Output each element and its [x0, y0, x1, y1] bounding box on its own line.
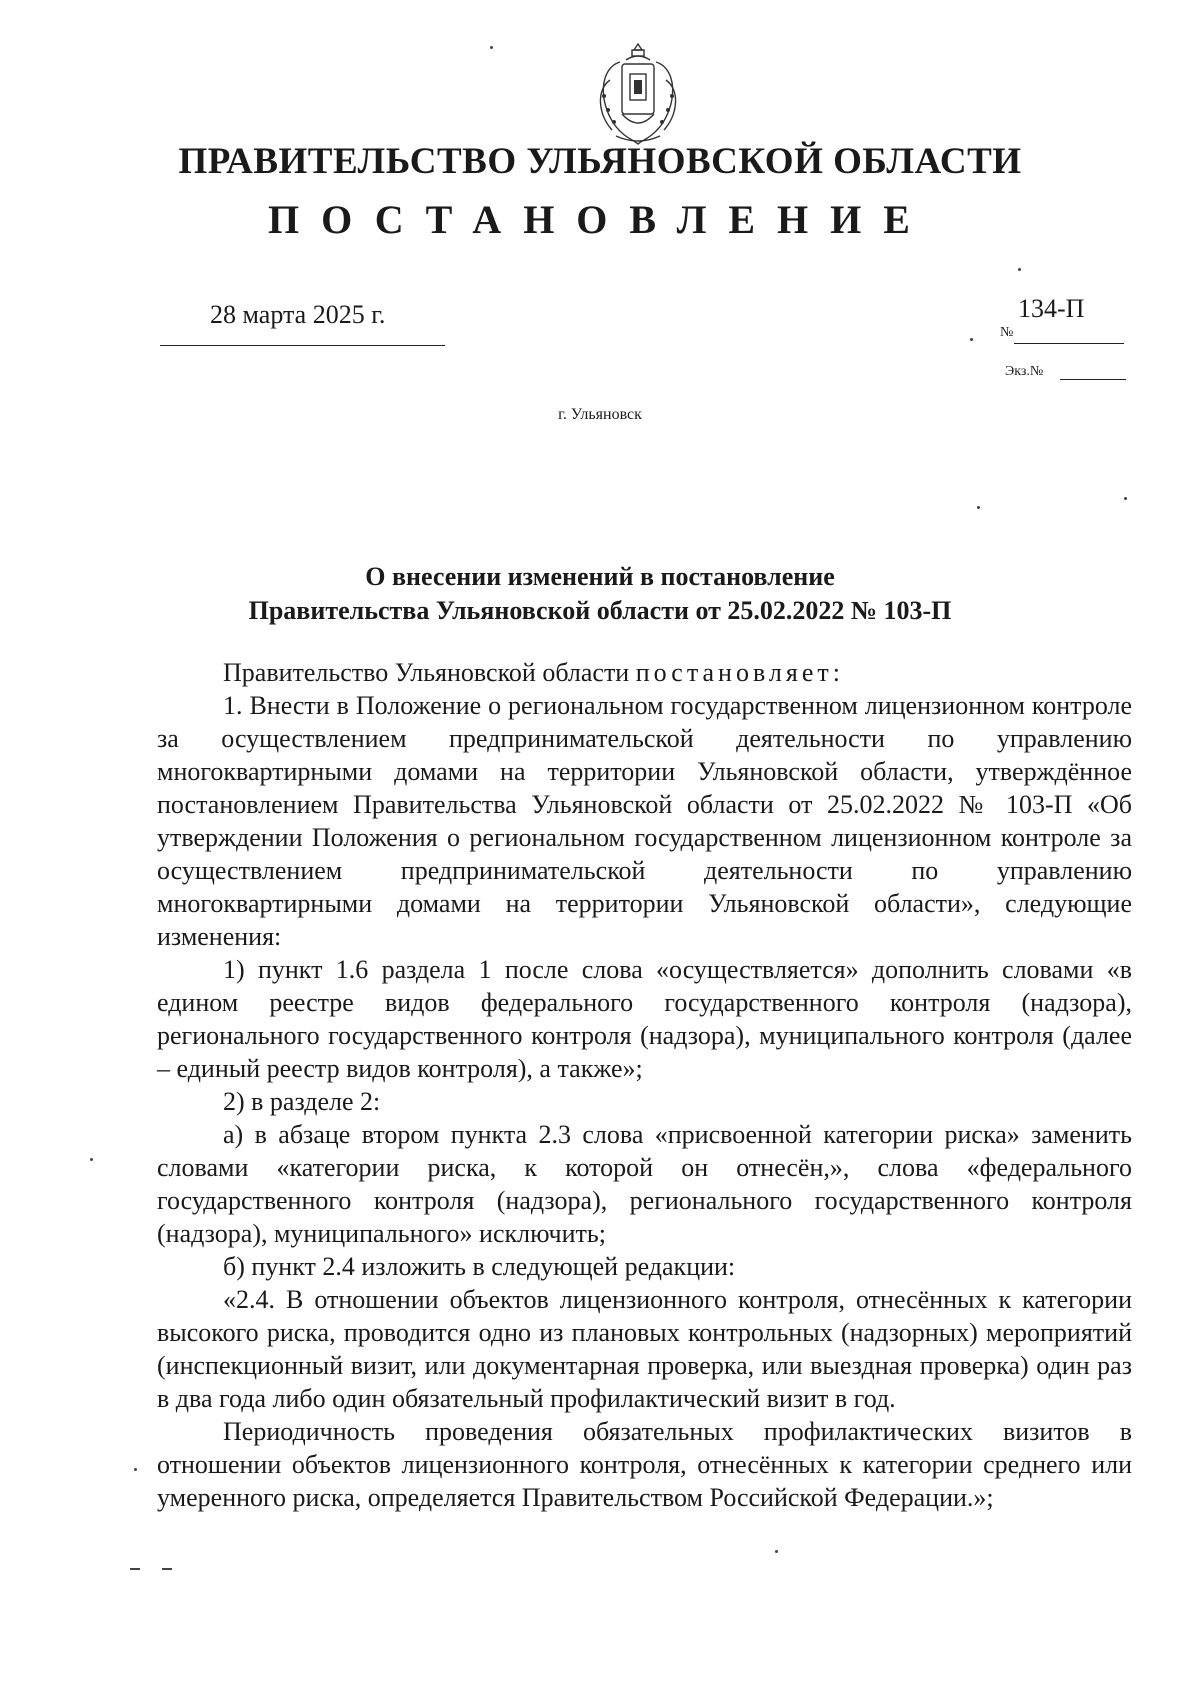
copy-number-label: Экз.№ [1005, 364, 1044, 379]
scan-speck [490, 46, 493, 49]
subject-line-1: О внесении изменений в постановление [365, 562, 835, 591]
date-underline [160, 345, 445, 346]
paragraph-4: а) в абзаце втором пункта 2.3 слова «присвоенной категории риска» заменить словами «категории риска, к которой он отнесён,», слова «федерального государственного контроля (надзора), регионального государственного контроля (надзора), муниципального» исключить; [157, 1120, 1132, 1248]
scan-speck [162, 1568, 172, 1570]
scan-speck [970, 338, 973, 341]
copy-number-underline [1060, 379, 1126, 380]
intro-paragraph [157, 656, 1132, 689]
document-type-title: ПОСТАНОВЛЕНИЕ [268, 197, 932, 242]
intro-verb: постановляет: [635, 658, 844, 687]
coat-of-arms-emblem [590, 40, 686, 148]
number-underline [1014, 343, 1124, 344]
document-date: 28 марта 2025 г. [210, 300, 386, 329]
scan-speck [977, 506, 980, 509]
document-subject [150, 560, 1050, 628]
government-title: ПРАВИТЕЛЬСТВО УЛЬЯНОВСКОЙ ОБЛАСТИ [178, 141, 1022, 182]
scan-speck [775, 1550, 778, 1553]
scan-speck [1124, 497, 1127, 500]
paragraph-5: б) пункт 2.4 изложить в следующей редакции: [223, 1252, 736, 1281]
scan-speck [1018, 268, 1021, 271]
document-number: 134-П [1018, 294, 1085, 323]
subject-line-2: Правительства Ульяновской области от 25.02.2022 № 103-П [248, 596, 952, 625]
paragraph-7: Периодичность проведения обязательных профилактических визитов в отношении объектов лицензионного контроля, отнесённых к категории среднего или умеренного риска, определяется Правительством Российской Федерации.»; [157, 1417, 1132, 1512]
number-sign: № [1000, 325, 1014, 340]
scan-speck [130, 1568, 140, 1570]
paragraph-1: 1. Внести в Положение о региональном государственном лицензионном контроле за осуществлением предпринимательской деятельности по управлению многоквартирными домами на территории Ульяновской области, утверждённое постановлением Правительства Ульяновской области от 25.02.2022 № 103-П «Об утверждении Положения о региональном государственном лицензионном контроле за осуществлением предпринимательской деятельности по управлению многоквартирными домами на территории Ульяновской области», следующие изменения: [157, 691, 1132, 951]
intro-prefix: Правительство Ульяновской области [223, 658, 630, 687]
scan-speck [134, 1468, 137, 1471]
scan-speck [90, 1158, 93, 1161]
paragraph-3: 2) в разделе 2: [223, 1087, 381, 1116]
paragraph-2: 1) пункт 1.6 раздела 1 после слова «осуществляется» дополнить словами «в едином реестре видов федерального государственного контроля (надзора), регионального государственного контроля (надзора), муниципального контроля (далее – единый реестр видов контроля), а также»; [157, 955, 1132, 1083]
city-name: г. Ульяновск [558, 406, 642, 423]
document-body [157, 656, 1132, 1514]
paragraph-6: «2.4. В отношении объектов лицензионного контроля, отнесённых к категории высокого риска, проводится одно из плановых контрольных (надзорных) мероприятий (инспекционный визит, или документарная проверка, или выездная проверка) один раз в два года либо один обязательный профилактический визит в год. [157, 1285, 1132, 1413]
